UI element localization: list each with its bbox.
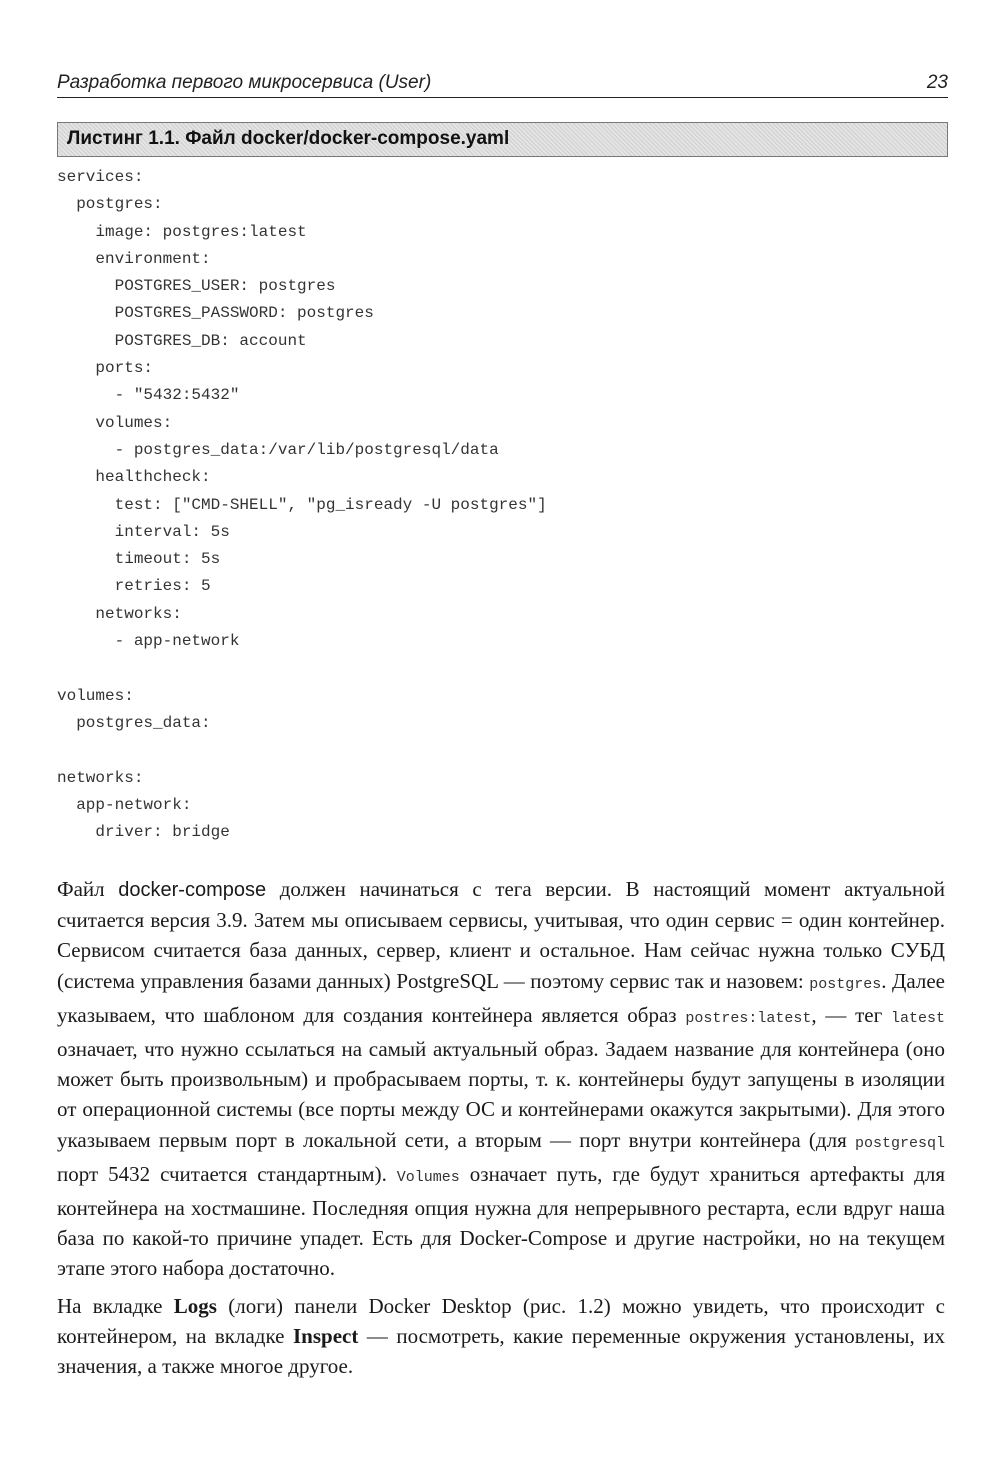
text-run: На вкладке [57, 1293, 174, 1318]
code-line [57, 655, 547, 682]
text-run: порт 5432 считается стандартным). [57, 1161, 397, 1186]
inline-code: latest [890, 1009, 945, 1027]
code-line: volumes: [57, 686, 134, 705]
code-line: retries: 5 [57, 577, 211, 596]
text-run: Файл [57, 877, 119, 901]
code-line: networks: [57, 768, 144, 787]
text-run: означает, что нужно ссылаться на самый актуальный образ. Задаем название для контейнера (оно может быть произвольным) и пробрасываем порты, т. к. контейнеры будут запущены в изоляции от операционной системы (все порты между ОС и контейнерами окажутся закрытыми). Для этого указываем первым порт в локальной сети, а вторым — порт внутри контейнера (для [57, 1037, 945, 1152]
code-line: - app-network [57, 632, 240, 651]
code-line: postgres: [57, 195, 163, 214]
bold-term: Logs [173, 1293, 217, 1318]
code-line: environment: [57, 249, 211, 268]
code-line: test: ["CMD-SHELL", "pg_isready -U postgres"] [57, 495, 547, 514]
code-line [57, 737, 547, 764]
page-number: 23 [926, 72, 948, 93]
code-listing [57, 164, 547, 846]
code-line: timeout: 5s [57, 550, 221, 569]
text-run: — посмотреть, какие переменные окружения установлены, их значения, а также многое другое. [57, 1323, 945, 1379]
code-line: driver: bridge [57, 823, 230, 842]
code-line: - postgres_data:/var/lib/postgresql/data [57, 440, 499, 459]
code-line: services: [57, 168, 144, 186]
code-line: app-network: [57, 795, 192, 814]
code-line: healthcheck: [57, 468, 211, 487]
text-run: . Далее указываем, что шаблоном для создания контейнера является образ [57, 968, 945, 1027]
text-run: , — тег [811, 1002, 891, 1027]
inline-code: Volumes [396, 1168, 460, 1186]
inline-filename: docker-compose [118, 879, 267, 901]
body-text [57, 874, 945, 1388]
listing-caption-bar [57, 122, 948, 157]
text-run: должен начинаться с тега версии. В настоящий момент актуальной считается версия 3.9. Затем мы описываем сервисы, учитывая, что один сервис = один контейнер. Сервисом считается база данных, сервер, клиент и остальное. Нам сейчас нужна только СУБД (система управления базами данных) PostgreSQL — поэтому сервис так и назовем: [57, 877, 945, 993]
listing-caption: Листинг 1.1. Файл docker/docker-compose.yaml [67, 128, 510, 149]
code-line: - "5432:5432" [57, 386, 240, 405]
code-line: postgres_data: [57, 713, 211, 732]
chapter-title: Разработка первого микросервиса (User) [57, 72, 432, 93]
inline-code: postgresql [854, 1134, 945, 1152]
code-line: POSTGRES_DB: account [57, 331, 307, 350]
code-line: image: postgres:latest [57, 222, 307, 241]
paragraph-docker-compose [57, 874, 945, 1284]
code-line: networks: [57, 604, 182, 623]
code-line: ports: [57, 359, 154, 378]
inline-code: postgres [809, 975, 882, 993]
code-line: POSTGRES_PASSWORD: postgres [57, 304, 374, 323]
paragraph-docker-desktop [57, 1291, 945, 1382]
running-header [57, 70, 948, 98]
bold-term: Inspect [292, 1323, 359, 1348]
code-line: POSTGRES_USER: postgres [57, 277, 336, 296]
inline-code: postres:latest [685, 1009, 812, 1027]
text-run: означает путь, где будут храниться артефакты для контейнера на хостмашине. Последняя опция нужна для непрерывного рестарта, если вдруг наша база по какой-то причине упадет. Есть для Docker-Compose и другие настройки, но на текущем этапе этого набора достаточно. [57, 1161, 945, 1281]
text-run: (логи) панели Docker Desktop (рис. 1.2) можно увидеть, что происходит с контейнером, на вкладке [57, 1293, 945, 1348]
code-line: volumes: [57, 413, 173, 432]
code-line: interval: 5s [57, 522, 230, 541]
